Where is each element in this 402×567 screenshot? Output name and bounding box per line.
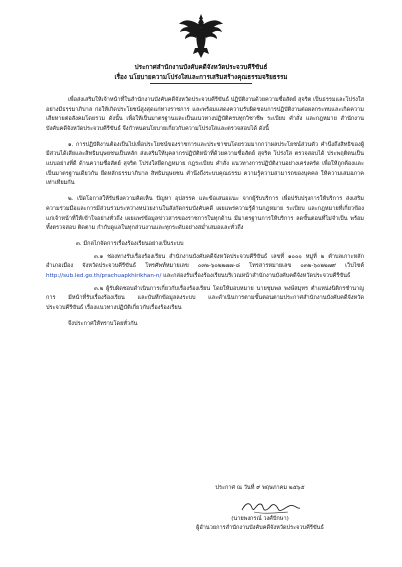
policy-item-3: ๓. มีกลไกจัดการเรื่องร้องเรียนอย่างเป็นระบบ xyxy=(76,241,184,248)
closing-statement: จึงประกาศให้ทราบโดยทั่วกัน xyxy=(68,320,138,327)
policy-item-2: ๒. เปิดโอกาสให้รับฟังความคิดเห็น ปัญหา อุปสรรค และข้อเสนอแนะ จากผู้รับบริการ เพื่อปรับปรุงการให้บริการ ส่งเสริมความร่วมมือและการมีส่วนร่วมระหว่างหน่วยงานในสังกัดกรมบังคับคดี เผยแพร่ความรู้ด้านกฎหมาย ระเบียบ และกฎหมายที่เกี่ยวข้องแก่เจ้าหน้าที่ให้เข้าใจอย่างทั่วถึง เผยแพร่ข้อมูลข่าวสารของราชการในทุกด้าน มีมาตรฐานการให้บริการ ลดขั้นตอนที่ไม่จำเป็น พร้อมทั้งตรวจสอบ ติดตาม กำกับดูแลในทุกส่วนงานและทุกระดับอย่างสม่ำเสมอและทั่วถึง xyxy=(46,196,364,232)
intro-paragraph: เพื่อส่งเสริมให้เจ้าหน้าที่ในสำนักงานบังคับคดีจังหวัดประจวบคีรีขันธ์ ปฏิบัติงานด้วยความซื่อสัตย์ สุจริต เป็นธรรมและโปร่งใส อย่างมีธรรมาภิบาล ก่อให้เกิดประโยชน์สูงสุดแก่ทางราชการ และพร้อมแสดงความรับผิดชอบการปฏิบัติงานต่อผลกระทบและเกิดความเสียหายต่อสังคมโดยรวม ดังนั้น เพื่อให้เป็นมาตรฐานและเป็นแนวทางปฏิบัติครบทุกวิชาชีพ ระเบียบ คำสั่ง และกฎหมาย สำนักงานบังคับคดีจังหวัดประจวบคีรีขันธ์ จึงกำหนดนโยบายเกี่ยวกับความโปร่งใสและตรวจสอบได้ ดังนี้ xyxy=(46,97,364,132)
office-website-link[interactable]: http://sub.led.go.th/prachuapkhirikhan-n/ xyxy=(46,273,162,279)
policy-item-3-1-text: ๓.๑ ช่องทางรับเรื่องร้องเรียน สำนักงานบังคับคดีจังหวัดประจวบคีรีขันธ์ เลขที่ ๑๐๐๐ หมู่ที่ ๒ ตำบลเกาะหลัก อำเภอเมือง จังหวัดประจวบคีรีขันธ์ โทรศัพท์หมายเลข ๐๓๒-๖๐๒๒๗๗-๘ โทรสารหมายเลข ๐๓๒-๖๐๒๒๗๙ เว็บไซต์ xyxy=(46,253,364,270)
announcement-subject: เรื่อง นโยบายความโปร่งใสและการเสริมสร้างคุณธรรมจริยธรรม xyxy=(114,74,288,81)
handwritten-signature-icon xyxy=(240,498,302,516)
announcement-title: ประกาศสำนักงานบังคับคดีจังหวัดประจวบคีรีขันธ์ xyxy=(134,64,268,71)
signatory-name: (นายพงกรณ์ วงศ์ปักษา) xyxy=(231,515,289,522)
announcement-date: ประกาศ ณ วันที่ ๙ พฤษภาคม ๒๕๖๕ xyxy=(215,485,305,491)
announcement-body xyxy=(46,96,364,336)
garuda-emblem-icon xyxy=(178,12,224,60)
signatory-position: ผู้อำนวยการสำนักงานบังคับคดีจังหวัดประจวบคีรีขันธ์ xyxy=(196,525,324,531)
policy-item-3-2: ๓.๒ ผู้รับผิดชอบดำเนินการเกี่ยวกับเรื่องร้องเรียน โดยให้มอบหมาย นายชุมพล พงษ์สมุทร ตำแหน่งนิติกรชำนาญการ มีหน้าที่รับเรื่องร้องเรียน และบันทึกข้อมูลลงระบบ และดำเนินการตามขั้นตอนตามประกาศสำนักงานบังคับคดีจังหวัดประจวบคีรีขันธ์ เรื่องแนวทางปฏิบัติเกี่ยวกับเรื่องร้องเรียน xyxy=(46,285,364,311)
policy-item-1: ๑. การปฏิบัติงานต้องเป็นไปเพื่อประโยชน์ของราชการและประชาชนโดยรวมมากกว่าผลประโยชน์ส่วนตัว คำนึงถึงสิทธิของผู้มีส่วนได้เสียและสิทธิมนุษยชนเป็นหลัก ส่งเสริมให้บุคลากรปฏิบัติหน้าที่ด้วยความซื่อสัตย์ สุจริต โปร่งใส ตรวจสอบได้ ประพฤติตนเป็นแบบอย่างที่ดี ด้านความซื่อสัตย์ สุจริต โปร่งใสยึดกฎหมาย กฎระเบียบ คำสั่ง แนวทางการปฏิบัติงานอย่างเคร่งครัด เพื่อให้ถูกต้องและเป็นมาตรฐานเดียวกัน ยึดหลักธรรมาภิบาล สิทธิมนุษยชน คำนึงถึงระบบคุณธรรม ความรู้ความสามารถของบุคคล ให้ความเสมอภาคเท่าเทียมกัน xyxy=(46,141,364,187)
title-divider xyxy=(150,83,252,84)
policy-item-3-1 xyxy=(46,253,364,282)
policy-item-3-1-text-end: และกล่องรับเรื่องร้องเรียนบริเวณหน้าสำนักงานบังคับคดีจังหวัดประจวบคีรีขันธ์ xyxy=(161,273,351,279)
